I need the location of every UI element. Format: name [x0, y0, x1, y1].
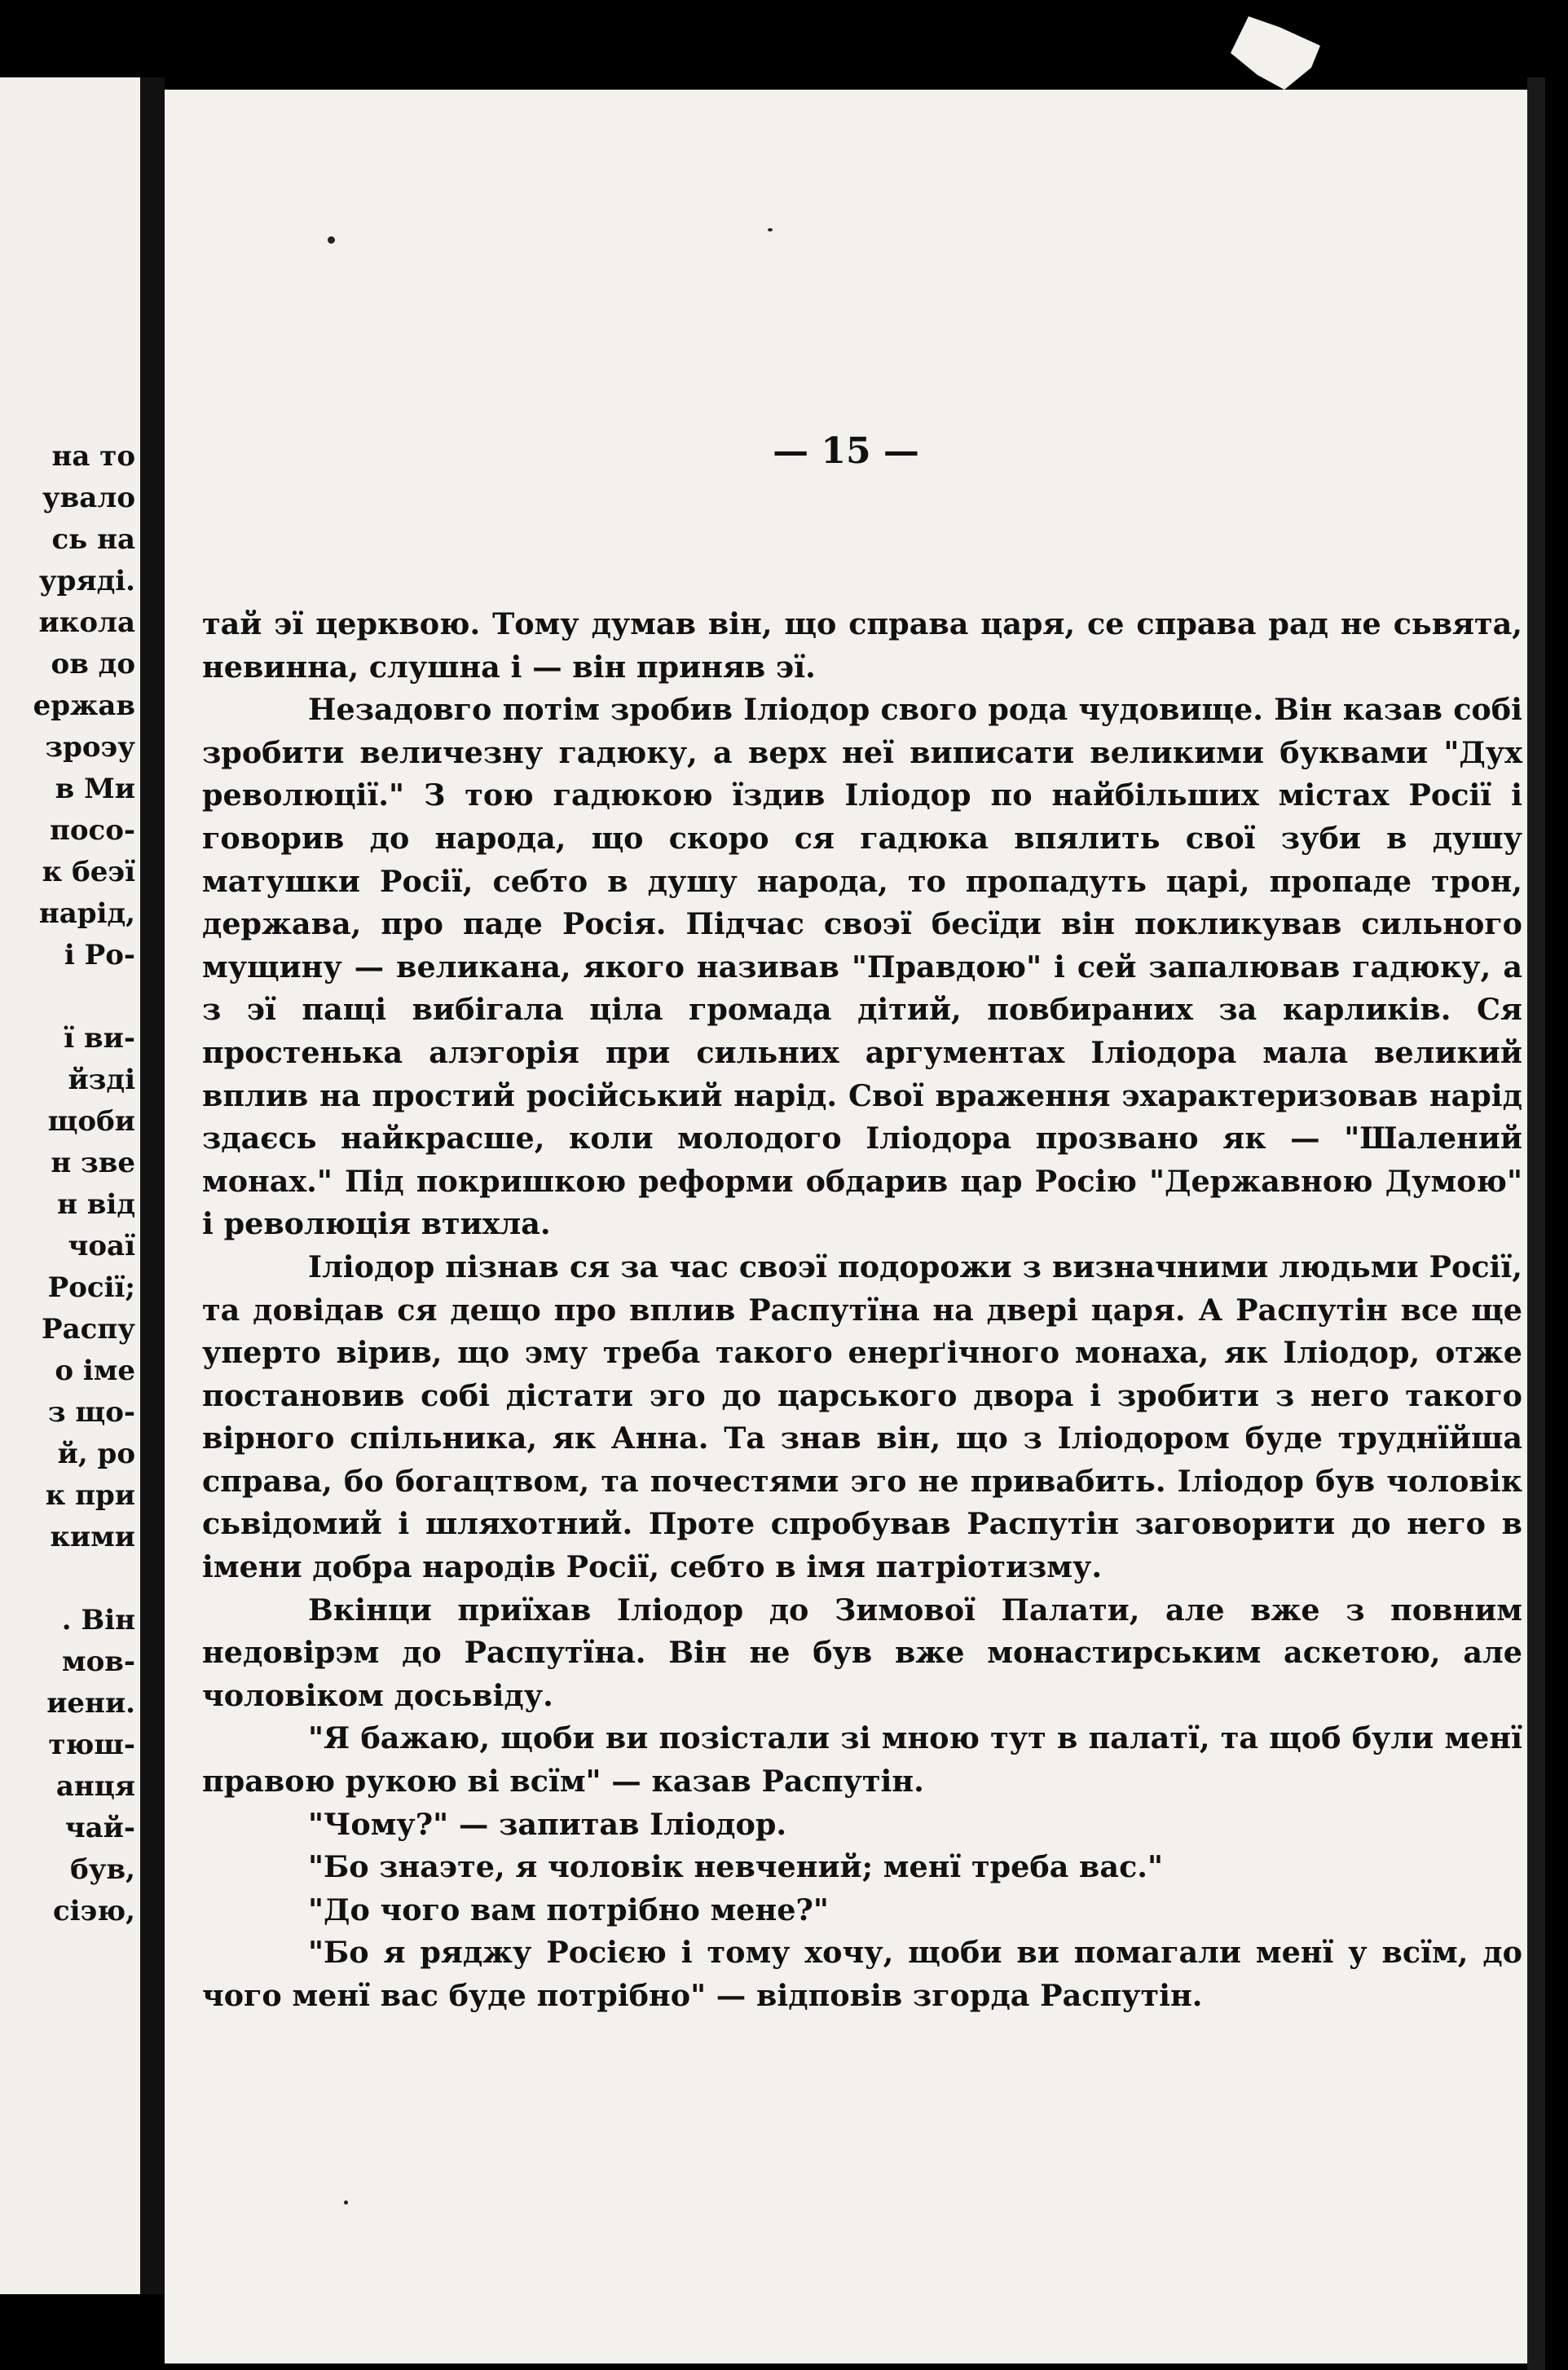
- left-page-text: [33, 436, 135, 1932]
- left-fragment-line: . Він: [61, 1604, 135, 1637]
- left-fragment-line: иени.: [46, 1687, 135, 1720]
- left-fragment-line: чай-: [64, 1812, 135, 1844]
- paragraph-7: "Бо знаэте, я чоловік невчений; менї треба вас.": [308, 1849, 1164, 1885]
- left-fragment-line: [33, 976, 135, 1018]
- left-fragment-line: ї ви-: [64, 1022, 135, 1055]
- left-fragment-line: [33, 1558, 135, 1600]
- left-fragment-line: к беэї: [42, 856, 135, 888]
- print-speck: [344, 2200, 348, 2205]
- left-fragment-line: о іме: [55, 1355, 135, 1387]
- left-fragment-line: нарід,: [38, 897, 135, 930]
- left-fragment-line: й, ро: [57, 1438, 135, 1470]
- left-fragment-line: н зве: [51, 1147, 135, 1179]
- left-fragment-line: і Ро-: [64, 939, 135, 971]
- left-fragment-line: н від: [57, 1188, 135, 1221]
- left-fragment-line: кими: [50, 1521, 135, 1553]
- left-fragment-line: Росії;: [47, 1271, 135, 1304]
- main-page: [165, 90, 1527, 2363]
- page-number: — 15 —: [773, 430, 919, 472]
- left-fragment-line: мов-: [62, 1645, 135, 1678]
- book-gutter: [140, 77, 165, 2294]
- body-text: [202, 603, 1522, 2018]
- left-fragment-line: Распу: [42, 1313, 135, 1346]
- left-fragment-line: анця: [55, 1770, 135, 1803]
- paragraph-1: тай эї церквою. Тому думав він, що справа царя, се справа рад не сьвята, невинна, слушна і — він приняв эї.: [202, 606, 1522, 685]
- left-fragment-line: чоаї: [68, 1230, 135, 1262]
- print-speck: [768, 228, 773, 231]
- left-fragment-line: в Ми: [55, 773, 135, 805]
- print-speck: [328, 236, 335, 244]
- left-fragment-line: йзді: [68, 1064, 135, 1096]
- left-fragment-line: з що-: [47, 1396, 135, 1429]
- paragraph-5: "Я бажаю, щоби ви позістали зі мною тут в палатї, та щоб були менї правою рукою ві всїм" — казав Распутін.: [202, 1720, 1522, 1800]
- left-fragment-line: ов до: [51, 648, 135, 681]
- left-fragment-line: к при: [45, 1479, 135, 1512]
- left-fragment-line: сіэю,: [52, 1895, 135, 1927]
- left-fragment-line: щоби: [47, 1105, 135, 1138]
- paragraph-6: "Чому?" — запитав Іліодор.: [308, 1806, 787, 1842]
- left-fragment-line: ержав: [33, 689, 135, 722]
- left-fragment-line: зроэу: [45, 731, 135, 764]
- left-fragment-line: тюш-: [48, 1729, 135, 1761]
- paragraph-3: Іліодор пізнав ся за час своэї подорожи з визначними людьми Росії, та довідав ся дещо про вплив Распутїна на двері царя. А Распутін все ще уперто вірив, що эму треба такого енерґічного монаха, як Іліодор, отже постановив собі дістати эго до царського двора і зробити з него такого вірного спільника, як Анна. Та знав він, що з Іліодором буде труднїйша справа, бо богацтвом, та почестями эго не привабить. Іліодор був чоловік сьвідомий і шляхотний. Проте спробував Распутін заговорити до него в імени добра народів Росії, себто в імя патріотизму.: [202, 1249, 1522, 1585]
- paragraph-4: Вкінци приїхав Іліодор до Зимової Палати, але вже з повним недовірэм до Распутїна. Він не був вже монастирським аскетою, але чоловіком досьвіду.: [202, 1592, 1522, 1713]
- paragraph-8: "До чого вам потрібно мене?": [308, 1892, 829, 1927]
- left-fragment-line: уряді.: [38, 565, 135, 597]
- left-fragment-line: сь на: [51, 523, 135, 556]
- left-fragment-line: був,: [70, 1853, 135, 1886]
- left-page-fragment: [0, 77, 140, 2294]
- paragraph-2: Незадовго потім зробив Іліодор свого рода чудовище. Він казав собі зробити величезну гадюку, а верх неї виписати великими буквами "Дух революції." З тою гадюкою їздив Іліодор по найбільших містах Росії і говорив до народа, що скоро ся гадюка впялить свої зуби в душу матушки Росії, себто в душу народа, то пропадуть царі, пропаде трон, держава, про паде Росія. Підчас своэї бесїди він покликував сильного мущину — великана, якого називав "Правдою" і сей запалював гадюку, а з эї пащі вибігала ціла громада дітий, повбираних за карликів. Ся простенька алэгорія при сильних аргументах Іліодора мала великий вплив на простий російський нарід. Свої враження эхарактеризовав нарід здаєсь найкрасше, коли молодого Іліодора прозвано як — "Шалений монах." Під покришкою реформи обдарив цар Росію "Державною Думою" і революція втихла.: [202, 692, 1522, 1242]
- left-fragment-line: посо-: [49, 814, 135, 847]
- left-fragment-line: на то: [51, 440, 135, 473]
- left-fragment-line: икола: [38, 606, 135, 639]
- left-fragment-line: увало: [42, 482, 135, 514]
- paragraph-9: "Бо я ряджу Росією і тому хочу, щоби ви помагали менї у всїм, до чого менї вас буде потрібно" — відповів згорда Распутін.: [202, 1935, 1522, 2013]
- page-edge: [1527, 77, 1545, 2370]
